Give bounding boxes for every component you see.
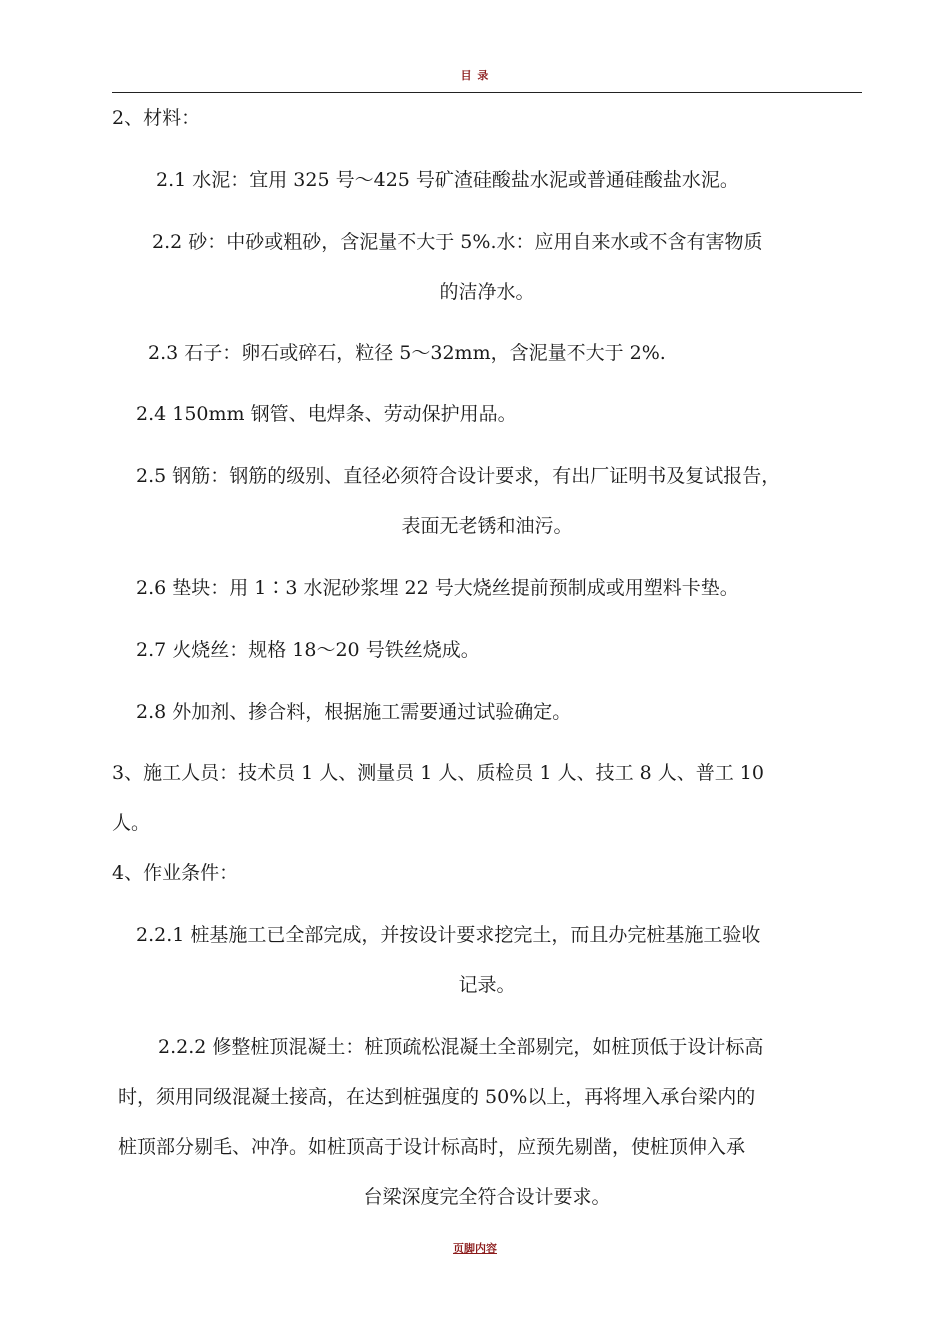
item-2-2-2-line-2: 时，须用同级混凝土接高，在达到桩强度的 50%以上，再将埋入承台梁内的 — [118, 1086, 756, 1108]
item-2-3: 2.3 石子：卵石或碎石，粒径 5～32mm，含泥量不大于 2%. — [148, 342, 666, 364]
header-title: 目 录 — [460, 69, 490, 82]
item-2-4: 2.4 150mm 钢管、电焊条、劳动保护用品。 — [136, 403, 517, 425]
item-2-2-2-line-3: 桩顶部分剔毛、冲净。如桩顶高于设计标高时，应预先剔凿，使桩顶伸入承 — [118, 1136, 746, 1158]
item-2-2-2-line-1: 2.2.2 修整桩顶混凝土：桩顶疏松混凝土全部剔完，如桩顶低于设计标高 — [158, 1036, 764, 1058]
section-3-line-1: 3、施工人员：技术员 1 人、测量员 1 人、质检员 1 人、技工 8 人、普工 10 — [112, 762, 764, 784]
item-2-2-line-1: 2.2 砂：中砂或粗砂，含泥量不大于 5%.水：应用自来水或不含有害物质 — [152, 231, 763, 253]
section-3-line-2: 人。 — [112, 812, 151, 834]
item-2-5-line-1: 2.5 钢筋：钢筋的级别、直径必须符合设计要求，有出厂证明书及复试报告， — [136, 465, 781, 487]
item-2-5-line-2: 表面无老锈和油污。 — [401, 515, 573, 537]
item-2-2-1-line-2: 记录。 — [458, 974, 516, 996]
item-2-8: 2.8 外加剂、掺合料，根据施工需要通过试验确定。 — [136, 701, 572, 723]
item-2-1: 2.1 水泥：宜用 325 号～425 号矿渣硅酸盐水泥或普通硅酸盐水泥。 — [156, 169, 739, 191]
header-rule — [112, 92, 862, 93]
item-2-2-2-line-4: 台梁深度完全符合设计要求。 — [363, 1186, 611, 1208]
item-2-7: 2.7 火烧丝：规格 18～20 号铁丝烧成。 — [136, 639, 480, 661]
item-2-2-line-2: 的洁净水。 — [439, 281, 535, 303]
section-4-heading: 4、作业条件： — [112, 862, 239, 884]
section-2-heading: 2、材料： — [112, 107, 201, 129]
item-2-2-1-line-1: 2.2.1 桩基施工已全部完成，并按设计要求挖完土，而且办完桩基施工验收 — [136, 924, 761, 946]
footer-text: 页脚内容 — [453, 1242, 497, 1255]
item-2-6: 2.6 垫块：用 1∶3 水泥砂浆埋 22 号大烧丝提前预制成或用塑料卡垫。 — [136, 577, 739, 599]
